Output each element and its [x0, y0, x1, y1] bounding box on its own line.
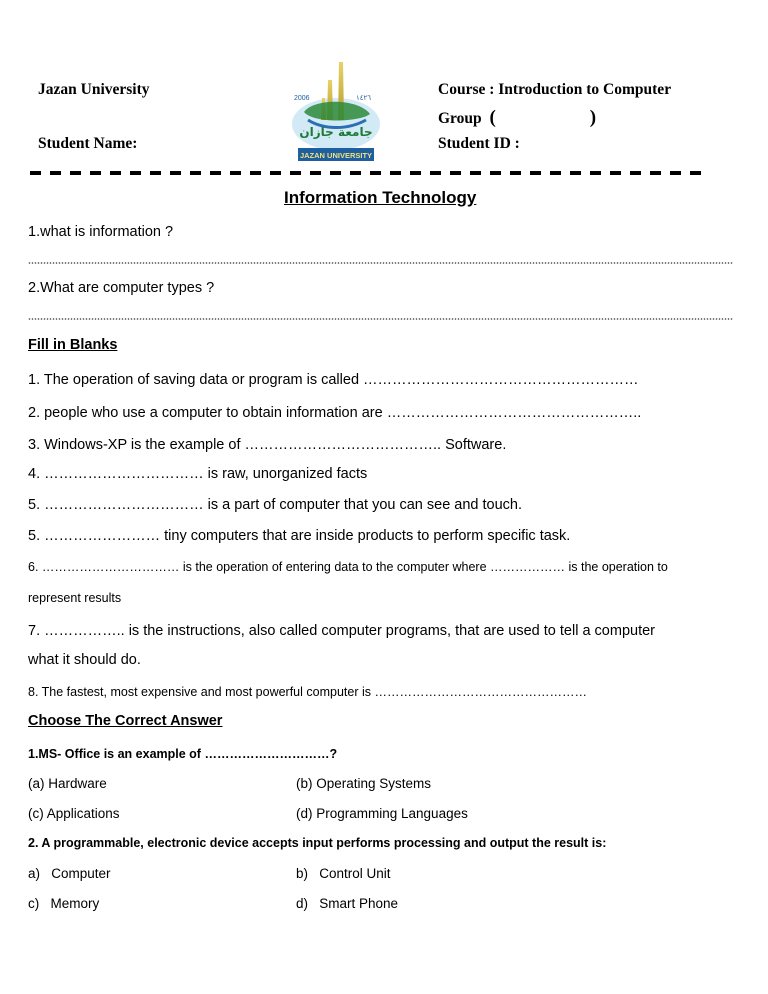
- fill-item-6: 6. …………………………… is the operation of entering data to the computer where ……………… is the operation to: [28, 560, 668, 574]
- university-name: Jazan University: [38, 81, 150, 98]
- logo-english-text: JAZAN UNIVERSITY: [299, 151, 373, 160]
- q1-option-b: (b) Operating Systems: [296, 776, 432, 791]
- group-label: [438, 107, 596, 129]
- q2-option-b: b) Control Unit: [296, 866, 391, 881]
- fill-item-5: 5. …………………………… is a part of computer that you can see and touch.: [28, 497, 523, 513]
- fill-item-2: 2. people who use a computer to obtain information are ……………………………………………..: [28, 405, 642, 421]
- university-logo: [284, 58, 388, 166]
- q1-option-c: (c) Applications: [28, 806, 120, 821]
- student-id-label: Student ID :: [438, 135, 520, 152]
- logo-year-right: ١٤٢٦: [356, 94, 372, 102]
- q1-option-d: (d) Programming Languages: [296, 806, 468, 821]
- fill-item-5b: 5. …………………… tiny computers that are inside products to perform specific task.: [28, 528, 571, 544]
- student-name-label: Student Name:: [38, 135, 138, 152]
- fill-item-8: 8. The fastest, most expensive and most powerful computer is ……………………………………………: [28, 685, 587, 699]
- fill-item-7-cont: what it should do.: [28, 652, 141, 668]
- q2-option-a: a) Computer: [28, 866, 111, 881]
- fill-item-4: 4. …………………………… is raw, unorganized facts: [28, 466, 368, 482]
- q2-option-d: d) Smart Phone: [296, 896, 399, 911]
- logo-arabic-text: جامعة جازان: [299, 125, 373, 139]
- header-separator: [30, 171, 710, 175]
- answer-line-1: [28, 262, 733, 264]
- logo-year-left: 2006: [294, 95, 310, 102]
- course-label: Course : Introduction to Computer: [438, 81, 672, 98]
- page-title: Information Technology: [284, 188, 477, 207]
- choose-question-2: 2. A programmable, electronic device accepts input performs processing and output the result is:: [28, 836, 607, 850]
- group-text: Group: [438, 110, 482, 127]
- fill-item-6-cont: represent results: [28, 591, 122, 605]
- group-open-paren: (: [489, 107, 496, 128]
- fill-section-heading: Fill in Blanks: [28, 337, 118, 353]
- fill-item-1: 1. The operation of saving data or program is called …………………………………………………: [28, 372, 639, 388]
- q2-option-c: c) Memory: [28, 896, 100, 911]
- q1-option-a: (a) Hardware: [28, 776, 107, 791]
- choose-question-1: 1.MS- Office is an example of …………………………?: [28, 747, 338, 761]
- fill-item-7: 7. …………….. is the instructions, also called computer programs, that are used to tell a computer: [28, 623, 655, 639]
- fill-item-3: 3. Windows-XP is the example of ………………………………….. Software.: [28, 437, 507, 453]
- group-close-paren: ): [589, 107, 597, 128]
- question-1: 1.what is information ?: [28, 224, 174, 240]
- choose-section-heading: Choose The Correct Answer: [28, 713, 223, 729]
- answer-line-2: [28, 318, 733, 320]
- question-2: 2.What are computer types ?: [28, 280, 215, 296]
